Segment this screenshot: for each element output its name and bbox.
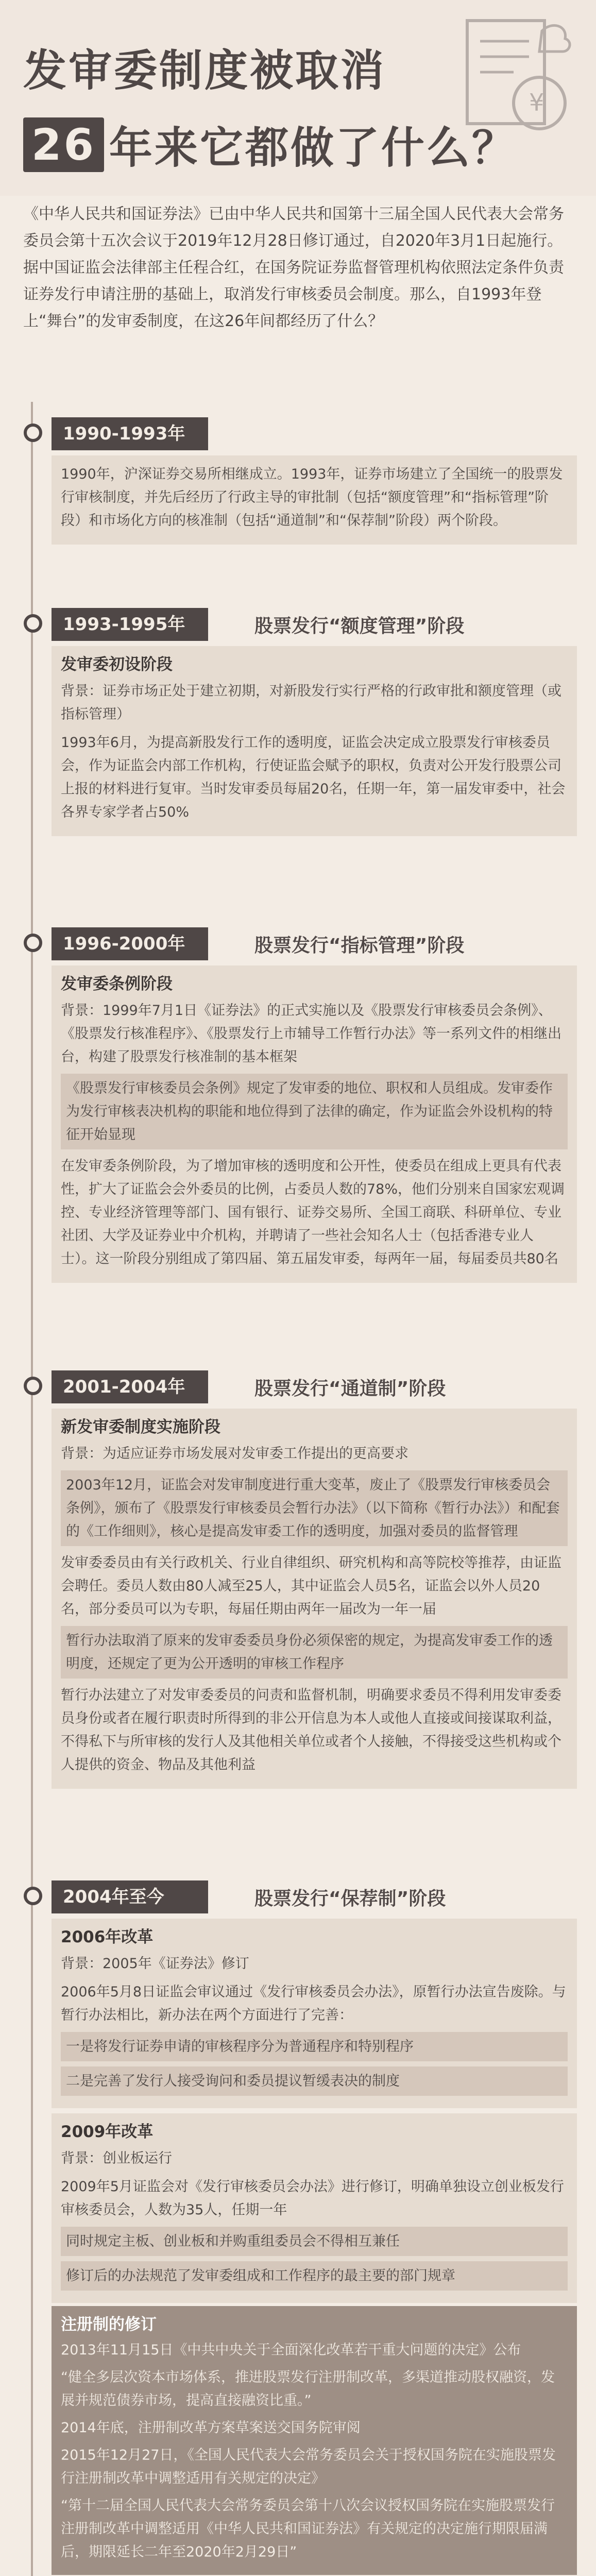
section-text: “健全多层次资本市场体系，推进股票发行注册制改革，多渠道推动股权融资，发展并规范债券市场，提高直接融资比重。”	[61, 2369, 555, 2409]
section-content	[52, 646, 577, 836]
timeline-node	[24, 1377, 42, 1395]
section-text: 2013年11月15日《中共中央关于全面深化改革若干重大问题的决定》公布	[61, 2342, 521, 2358]
era-label: 2001-2004年	[52, 1370, 208, 1403]
svg-text:¥: ¥	[529, 89, 544, 116]
stage-label: 股票发行“指标管理”阶段	[254, 935, 465, 956]
section-text: 同时规定主板、创业板和并购重组委员会不得相互兼任	[61, 2227, 568, 2256]
background-text: 背景：为适应证券市场发展对发审委工作提出的更高要求	[61, 1446, 408, 1462]
stage-label: 股票发行“通道制”阶段	[254, 1378, 446, 1399]
section-text: 2009年5月证监会对《发行审核委员会办法》进行修订，明确单独设立创业板发行审核委员会，人数为35人，任期一年	[61, 2179, 564, 2218]
sub-heading: 2009年改革	[61, 2123, 154, 2141]
timeline-node	[24, 1887, 42, 1905]
registration-reform	[52, 2306, 577, 2575]
timeline-node	[24, 423, 42, 442]
page-title-line-1: 发审委制度被取消	[23, 45, 386, 96]
section-text: 暂行办法取消了原来的发审委委员身份必须保密的规定，为提高发审委工作的透明度，还规定了更为公开透明的审核工作程序	[61, 1626, 568, 1679]
background-text: 背景：证券市场正处于建立初期，对新股发行实行严格的行政审批和额度管理（或指标管理）	[61, 683, 561, 722]
section-2004-now	[52, 1880, 577, 2576]
section-text: 2006年5月8日证监会审议通过《发行审核委员会办法》，原暂行办法宣告废除。与暂行办法相比，新办法在两个方面进行了完善：	[61, 1984, 566, 2023]
era-label: 1990-1993年	[52, 417, 208, 450]
section-1990-1993	[52, 417, 577, 545]
era-label: 1993-1995年	[52, 608, 208, 641]
era-label: 1996-2000年	[52, 927, 208, 960]
reform-2006	[52, 1919, 577, 2108]
sub-heading: 发审委初设阶段	[61, 655, 173, 674]
page-title-line-2	[23, 113, 517, 176]
section-text: 2014年底，注册制改革方案草案送交国务院审阅	[61, 2420, 361, 2436]
section-text: 二是完善了发行人接受询问和委员提议暂缓表决的制度	[61, 2066, 568, 2096]
title-line-2-text: 年来它都做了什么？	[109, 123, 517, 173]
stage-label: 股票发行“额度管理”阶段	[254, 615, 465, 637]
title-number-badge: 26	[23, 117, 104, 172]
sub-heading: 发审委条例阶段	[61, 975, 173, 993]
section-1993-1995	[52, 608, 577, 836]
document-stamp-icon	[452, 15, 575, 160]
section-text: “第十二届全国人民代表大会常务委员会第十八次会议授权国务院在实施股票发行注册制改革中调整适用《中华人民共和国证券法》有关规定的决定施行期限届满后，期限延长二年至2020年2月29日”	[61, 2498, 555, 2560]
section-text: 2015年12月27日，《全国人民代表大会常务委员会关于授权国务院在实施股票发行注册制改革中调整适用有关规定的决定》	[61, 2447, 556, 2486]
background-text: 背景：2005年《证券法》修订	[61, 1956, 249, 1972]
intro-paragraph: 《中华人民共和国证券法》已由中华人民共和国第十三届全国人民代表大会常务委员会第十五次会议于2019年12月28日修订通过，自2020年3月1日起施行。据中国证监会法律部主任程合红，在国务院证券监督管理机构依照法定条件负责证券发行申请注册的基础上，取消发行审核委员会制度。那么，自1993年登上“舞台”的发审委制度，在这26年间都经历了什么？	[23, 205, 564, 330]
sub-heading: 新发审委制度实施阶段	[61, 1418, 220, 1436]
reform-2009	[52, 2113, 577, 2303]
section-text: 一是将发行证券申请的审核程序分为普通程序和特别程序	[61, 2032, 568, 2061]
section-2001-2004	[52, 1370, 577, 1789]
section-text: 在发审委条例阶段，为了增加审核的透明度和公开性，使委员在组成上更具有代表性，扩大了证监会会外委员的比例，占委员人数的78%，他们分别来自国家宏观调控、专业经济管理等部门、国有银行、证券交易所、全国工商联、科研单位、专业社团、大学及证券业中介机构，并聘请了一些社会知名人士（包括香港专业人士）。这一阶段分别组成了第四届、第五届发审委，每两年一届，每届委员共80名	[61, 1158, 565, 1267]
section-text: 《股票发行审核委员会条例》规定了发审委的地位、职权和人员组成。发审委作为发行审核表决机构的职能和地位得到了法律的确定，作为证监会外设机构的特征开始显现	[61, 1074, 568, 1149]
section-text: 1990年，沪深证券交易所相继成立。1993年，证券市场建立了全国统一的股票发行审核制度，并先后经历了行政主导的审批制（包括“额度管理”和“指标管理”阶段）和市场化方向的核准制（包括“通道制”和“保荐制”阶段）两个阶段。	[61, 466, 563, 529]
section-1996-2000	[52, 927, 577, 1283]
stage-label: 股票发行“保荐制”阶段	[254, 1888, 446, 1909]
section-text: 1993年6月，为提高新股发行工作的透明度，证监会决定成立股票发行审核委员会，作为证监会内部工作机构，行使证监会赋予的职权，负责对公开发行股票公司上报的材料进行复审。当时发审委员每届20名，任期一年，第一届发审委中，社会各界专家学者占50%	[61, 735, 566, 820]
section-text: 暂行办法建立了对发审委委员的问责和监督机制，明确要求委员不得利用发审委委员身份或者在履行职责时所得到的非公开信息为本人或他人直接或间接谋取利益，不得私下与所审核的发行人及其他相关单位或者个人接触，不得接受这些机构或个人提供的资金、物品及其他利益	[61, 1687, 561, 1773]
timeline-node	[24, 614, 42, 633]
section-text: 2003年12月，证监会对发审制度进行重大变革，废止了《股票发行审核委员会条例》，颁布了《股票发行审核委员会暂行办法》（以下简称《暂行办法》）和配套的《工作细则》，核心是提高发审委工作的透明度，加强对委员的监督管理	[61, 1470, 568, 1546]
section-text: 修订后的办法规范了发审委组成和工作程序的最主要的部门规章	[61, 2261, 568, 2291]
sub-heading: 注册制的修订	[61, 2315, 157, 2334]
timeline-node	[24, 934, 42, 952]
section-content	[52, 1409, 577, 1789]
background-text: 背景：1999年7月1日《证券法》的正式实施以及《股票发行审核委员会条例》、《股票发行核准程序》、《股票发行上市辅导工作暂行办法》等一系列文件的相继出台，构建了股票发行核准制的基本框架	[61, 1003, 561, 1065]
section-content	[52, 455, 577, 545]
section-content	[52, 965, 577, 1283]
header	[0, 0, 596, 196]
section-text: 发审委委员由有关行政机关、行业自律组织、研究机构和高等院校等推荐，由证监会聘任。委员人数由80人减至25人，其中证监会人员5名，证监会以外人员20名，部分委员可以为专职，每届任期由两年一届改为一年一届	[61, 1555, 561, 1617]
era-label: 2004年至今	[52, 1880, 208, 1913]
timeline-line	[31, 402, 33, 2576]
background-text: 背景：创业板运行	[61, 2150, 172, 2166]
sub-heading: 2006年改革	[61, 1928, 154, 1946]
